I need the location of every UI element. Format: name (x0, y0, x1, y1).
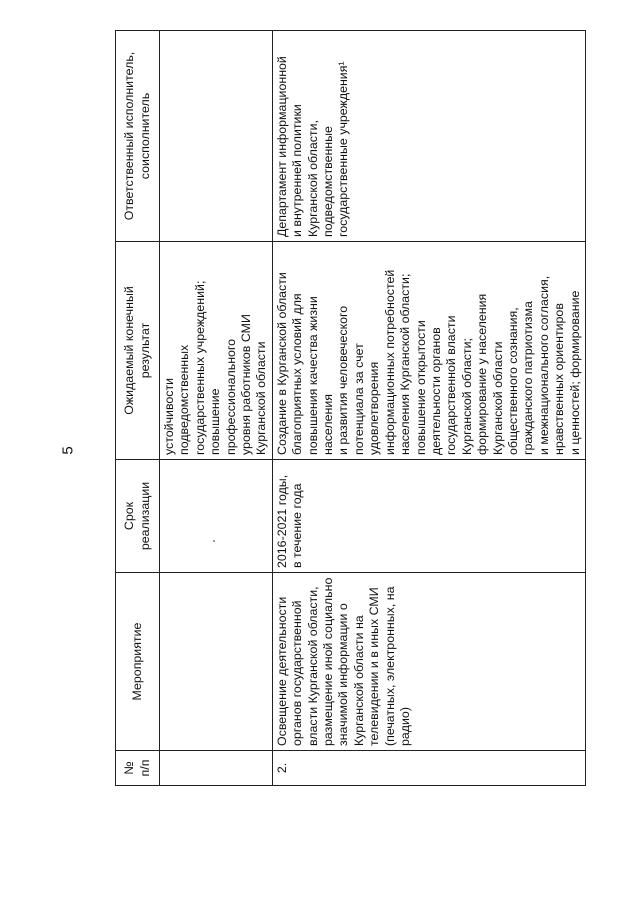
row1-executor (160, 31, 273, 242)
row1-event (160, 573, 273, 751)
header-number: № п/п (116, 751, 160, 786)
header-term: Срок реализации (116, 460, 160, 573)
row2-executor: Департамент информационной и внутренней политики Курганской области, подведомственные государственные учреждения¹ (272, 31, 585, 242)
page-number: 5 (59, 446, 77, 455)
row1-term (160, 460, 273, 573)
rotated-table-wrapper (115, 31, 582, 786)
row2-term: 2016-2021 годы, в течение года (272, 460, 585, 573)
row1-result: устойчивости подведомственных государственных учреждений; повышение профессионального уровня работников СМИ Курганской области (160, 242, 273, 460)
table-row (272, 31, 585, 786)
header-event: Мероприятие (116, 573, 160, 751)
row2-number: 2. (272, 751, 585, 786)
header-executor: Ответственный исполнитель, соисполнитель (116, 31, 160, 242)
table-row (160, 31, 273, 786)
program-table (115, 30, 586, 786)
header-result: Ожидаемый конечный результат (116, 242, 160, 460)
row2-event: Освещение деятельности органов государственной власти Курганской области, размещение иной социально значимой информации о Курганской области на телевидении и в иных СМИ (печатных, электронных, на радио) (272, 573, 585, 751)
table-header-row (116, 31, 160, 786)
row1-number (160, 751, 273, 786)
row2-result: Создание в Курганской области благоприятных условий для повышения качества жизни населения и развития человеческого потенциала за счет удовлетворения информационных потребностей населения Курганской области; повышение открытости деятельности органов государственной власти Курганской области; формирование у населения Курганской области общественного сознания, гражданского патриотизма и межнационального согласия, нравственных ориентиров и ценностей; формирование (272, 242, 585, 460)
